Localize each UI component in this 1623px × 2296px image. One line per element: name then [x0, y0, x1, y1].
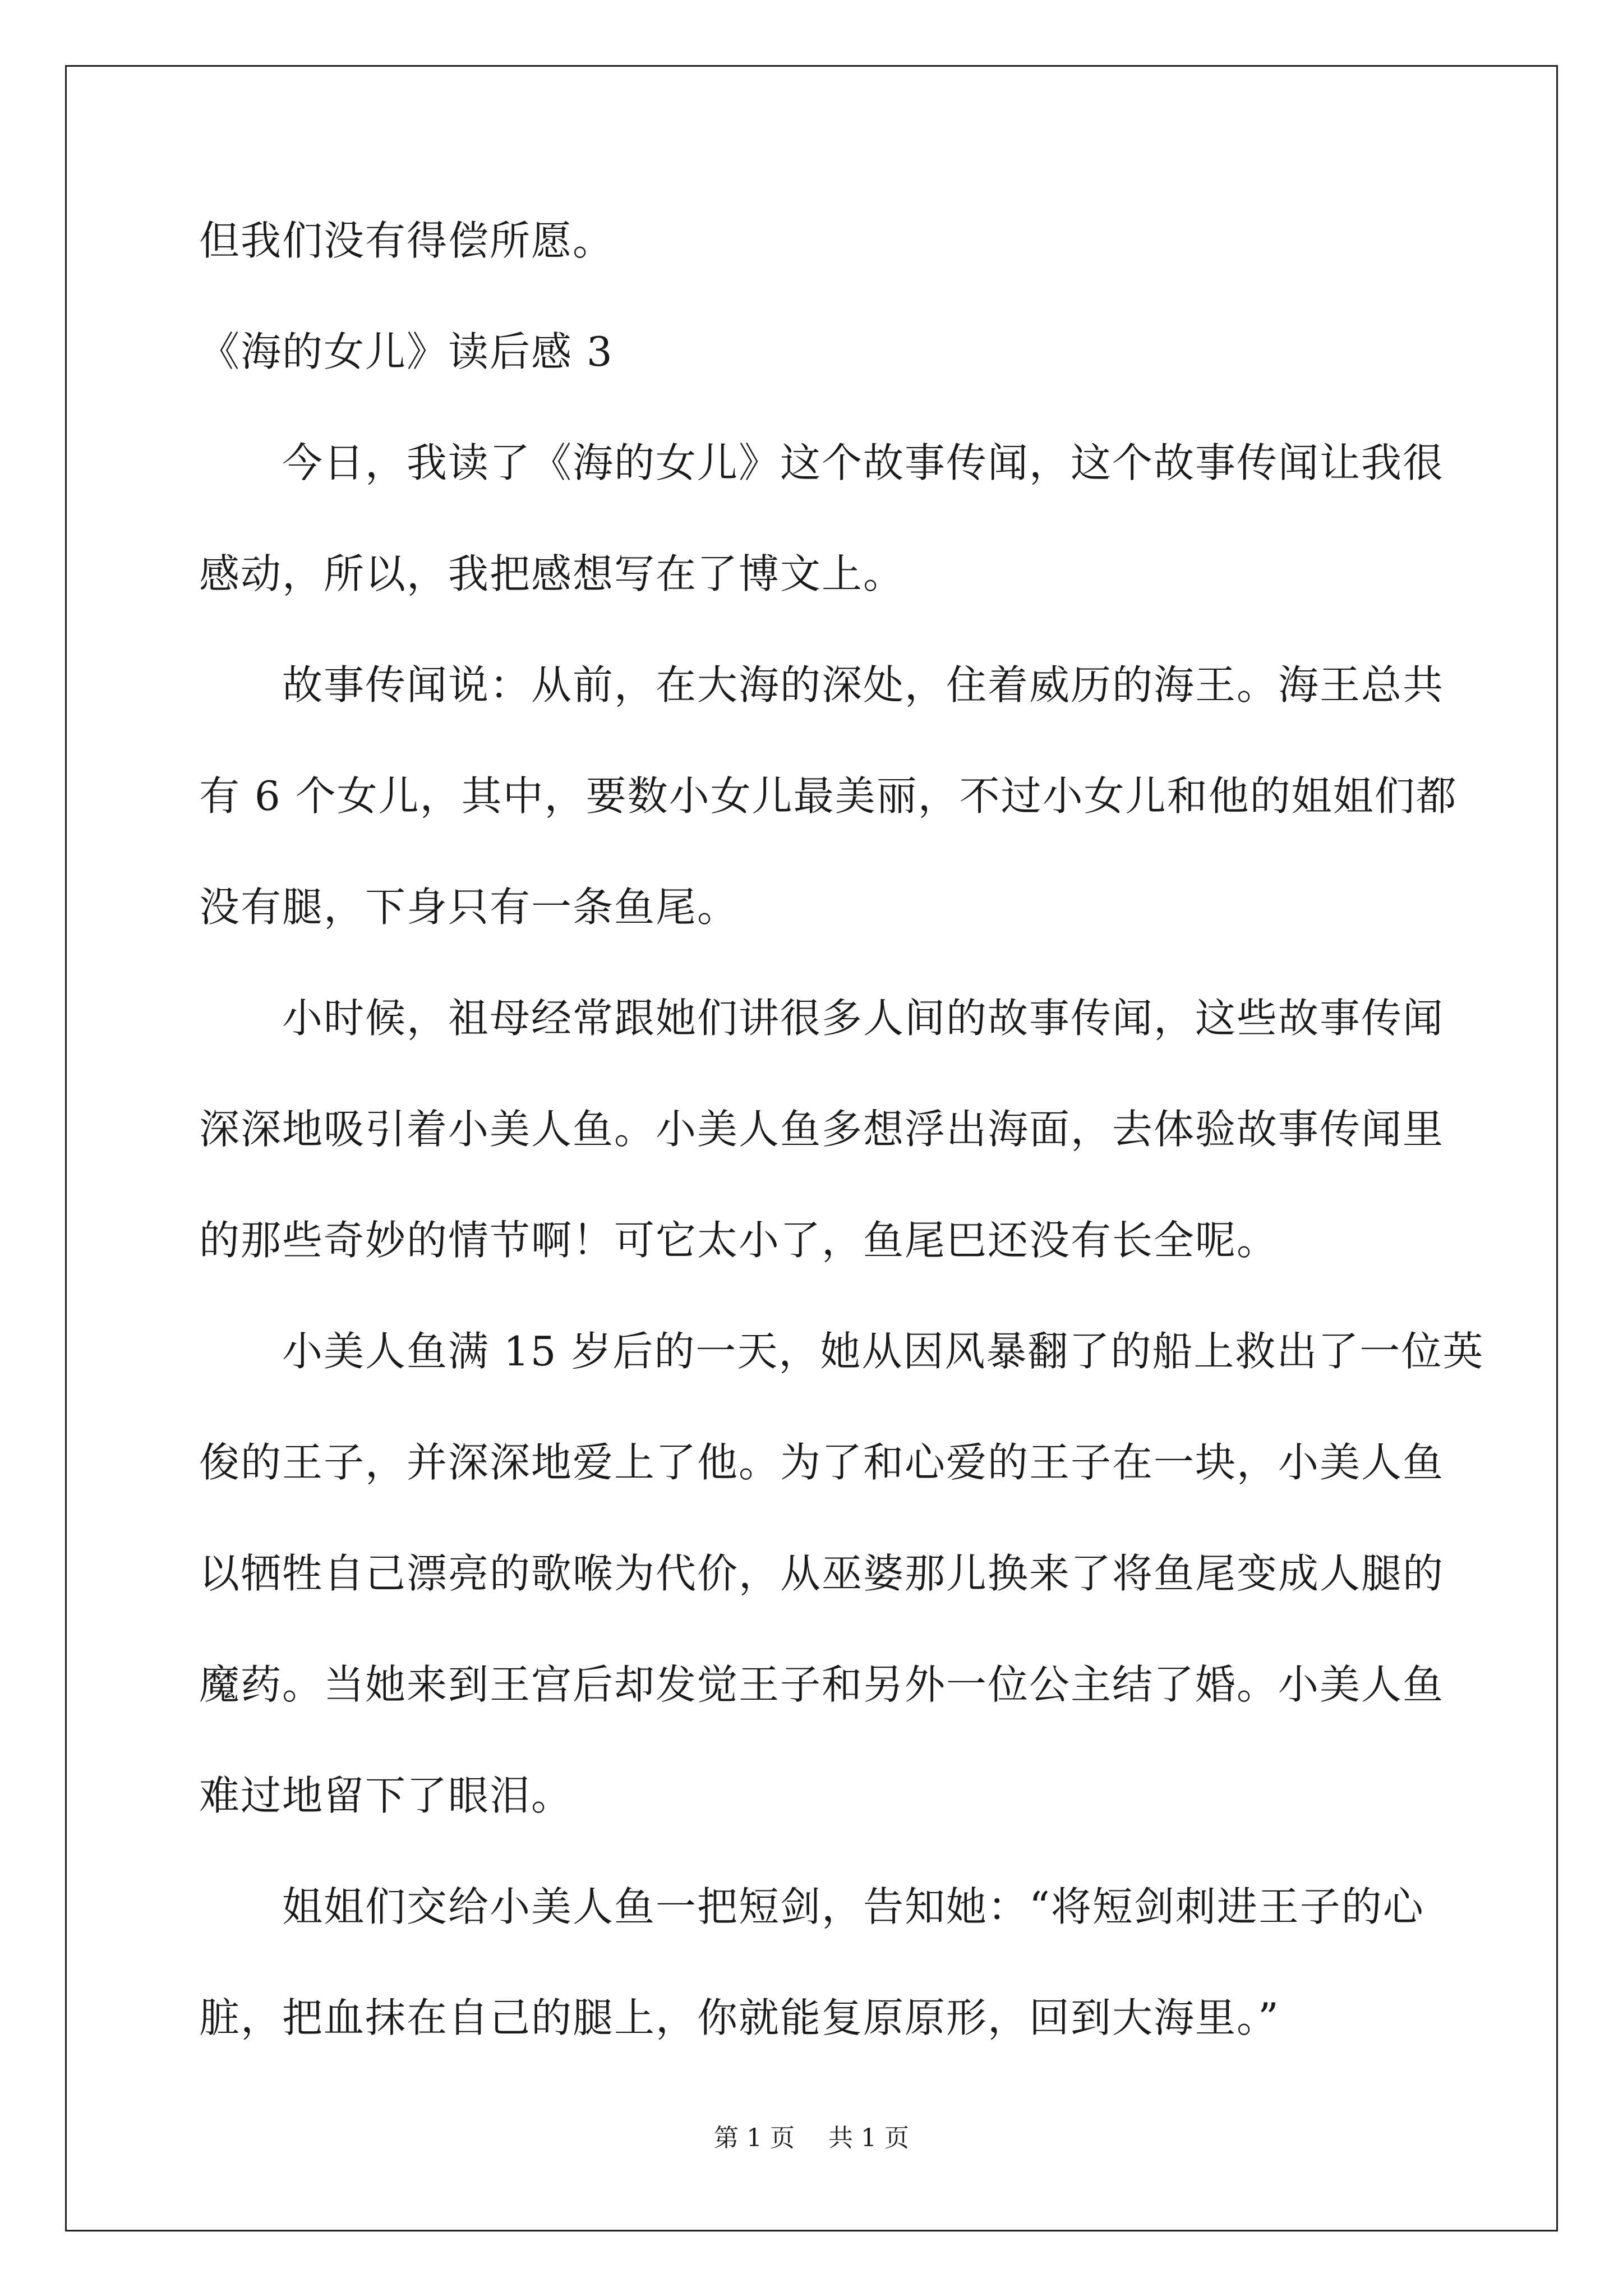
text-line: 姐姐们交给小美人鱼一把短剑，告知她：“将短剑刺进王子的心: [282, 1883, 1424, 1930]
text-line: 没有腿，下身只有一条鱼尾。: [199, 884, 739, 931]
text-line: 的那些奇妙的情节啊！可它太小了，鱼尾巴还没有长全呢。: [199, 1217, 1279, 1264]
page-total: 共 1 页: [828, 2124, 909, 2152]
text-line: 但我们没有得偿所愿。: [199, 217, 615, 264]
text-line: 小时候，祖母经常跟她们讲很多人间的故事传闻，这些故事传闻: [282, 995, 1445, 1042]
text-line: 俊的王子，并深深地爱上了他。为了和心爱的王子在一块，小美人鱼: [199, 1439, 1445, 1486]
text-line: 深深地吸引着小美人鱼。小美人鱼多想浮出海面，去体验故事传闻里: [199, 1106, 1445, 1153]
text-line: 故事传闻说：从前，在大海的深处，住着威历的海王。海王总共: [282, 661, 1445, 708]
text-line: 小美人鱼满 15 岁后的一天，她从因风暴翻了的船上救出了一位英: [282, 1328, 1484, 1375]
text-line: 感动，所以，我把感想写在了博文上。: [199, 550, 905, 597]
page-footer: [0, 2122, 1623, 2155]
text-line: 以牺牲自己漂亮的歌喉为代价，从巫婆那儿换来了将鱼尾变成人腿的: [199, 1550, 1445, 1597]
text-line: 今日，我读了《海的女儿》这个故事传闻，这个故事传闻让我很: [282, 439, 1445, 486]
text-line: 脏，把血抹在自己的腿上，你就能复原原形，回到大海里。”: [199, 1994, 1280, 2041]
text-line: 难过地留下了眼泪。: [199, 1772, 573, 1819]
text-line: 有 6 个女儿，其中，要数小女儿最美丽，不过小女儿和他的姐姐们都: [199, 772, 1458, 820]
text-line: 魔药。当她来到王宫后却发觉王子和另外一位公主结了婚。小美人鱼: [199, 1661, 1445, 1708]
page-number: 第 1 页: [714, 2124, 795, 2152]
document-body: [199, 185, 1484, 2073]
section-heading: 《海的女儿》读后感 3: [199, 328, 614, 375]
